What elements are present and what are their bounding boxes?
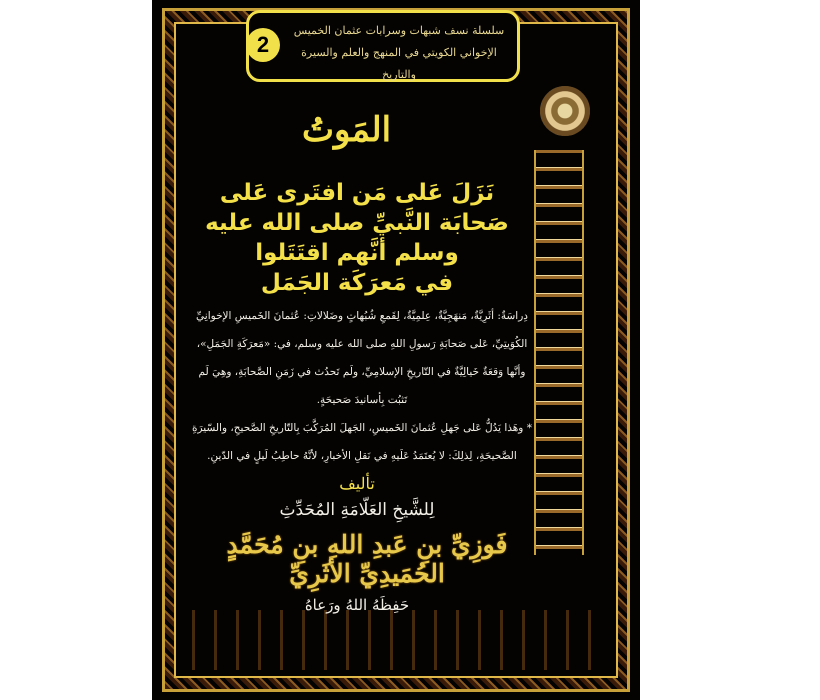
subtitle-line: نَزَلَ عَلى مَن افتَرى عَلى xyxy=(219,180,495,206)
book-cover xyxy=(152,0,640,700)
book-subtitle xyxy=(192,178,522,298)
subtitle-line: وسلم أنَّهم اقتَتَلوا xyxy=(255,240,459,266)
author-name: فَوزِيِّ بنِ عَبدِ اللهِ بنِ مُحَمَّدٍ الحُمَيدِيِّ الأثَرِيِّ xyxy=(226,530,508,588)
description xyxy=(192,302,532,470)
medallion-ornament-icon xyxy=(540,86,590,136)
description-paragraph: * وهَذا يَدُلُّ عَلى جَهلِ عُثمانَ الخَميسِ، الجَهلَ المُرَكَّبَ بِالتّاريخِ الصَّحيحِ، والسّيرَةِ الصَّحيحَةِ، لِذلِكَ: لا يُعتَمَدُ عَلَيهِ في نَقلِ الأخبارِ، لأنَّهُ حاطِبُ لَيلٍ في الدّينِ. xyxy=(192,422,532,462)
authored-by-label: تأليف xyxy=(339,474,375,493)
subtitle-line: صَحابَة النَّبيِّ صلى الله عليه xyxy=(205,210,509,236)
series-number-badge: 2 xyxy=(246,28,280,62)
subtitle-line: في مَعرَكَة الجَمَل xyxy=(260,270,454,296)
series-title: سلسلة نسف شبهات وسرابات عثمان الخميس الإخواني الكويتي في المنهج والعلم والسيرة والتاريخ xyxy=(293,24,505,81)
bottom-ornament xyxy=(182,610,610,670)
description-paragraph: دِراسَةٌ: أثَرِيَّةٌ، مَنهَجِيَّةٌ، عِلمِيَّةٌ، لِقَمعِ شُبُهاتٍ وضَلالاتِ: عُثمانَ الخَميسِ الإخوانِيِّ الكُوَيتِيِّ، عَلى صَحابَةِ رَسولِ اللهِ صلى الله عليه وسلم، في: «مَعرَكَةِ الجَمَلِ»، وأنَّها وَقعَةٌ خَيالِيَّةٌ في التّاريخِ الإسلامِيِّ، ولَم تَحدُث في زَمَنِ الصَّحابَةِ، وهِيَ لَم تَثبُت بِأسانيدَ صَحيحَةٍ. xyxy=(196,310,528,406)
side-ornament-strip xyxy=(534,150,584,555)
sheikh-title: لِلشَّيخِ العَلّامَةِ المُحَدِّثِ xyxy=(279,500,435,520)
blessing-text: حَفِظَهُ اللهُ ورَعاهُ xyxy=(304,596,410,614)
book-title: المَوتُ xyxy=(302,110,392,150)
